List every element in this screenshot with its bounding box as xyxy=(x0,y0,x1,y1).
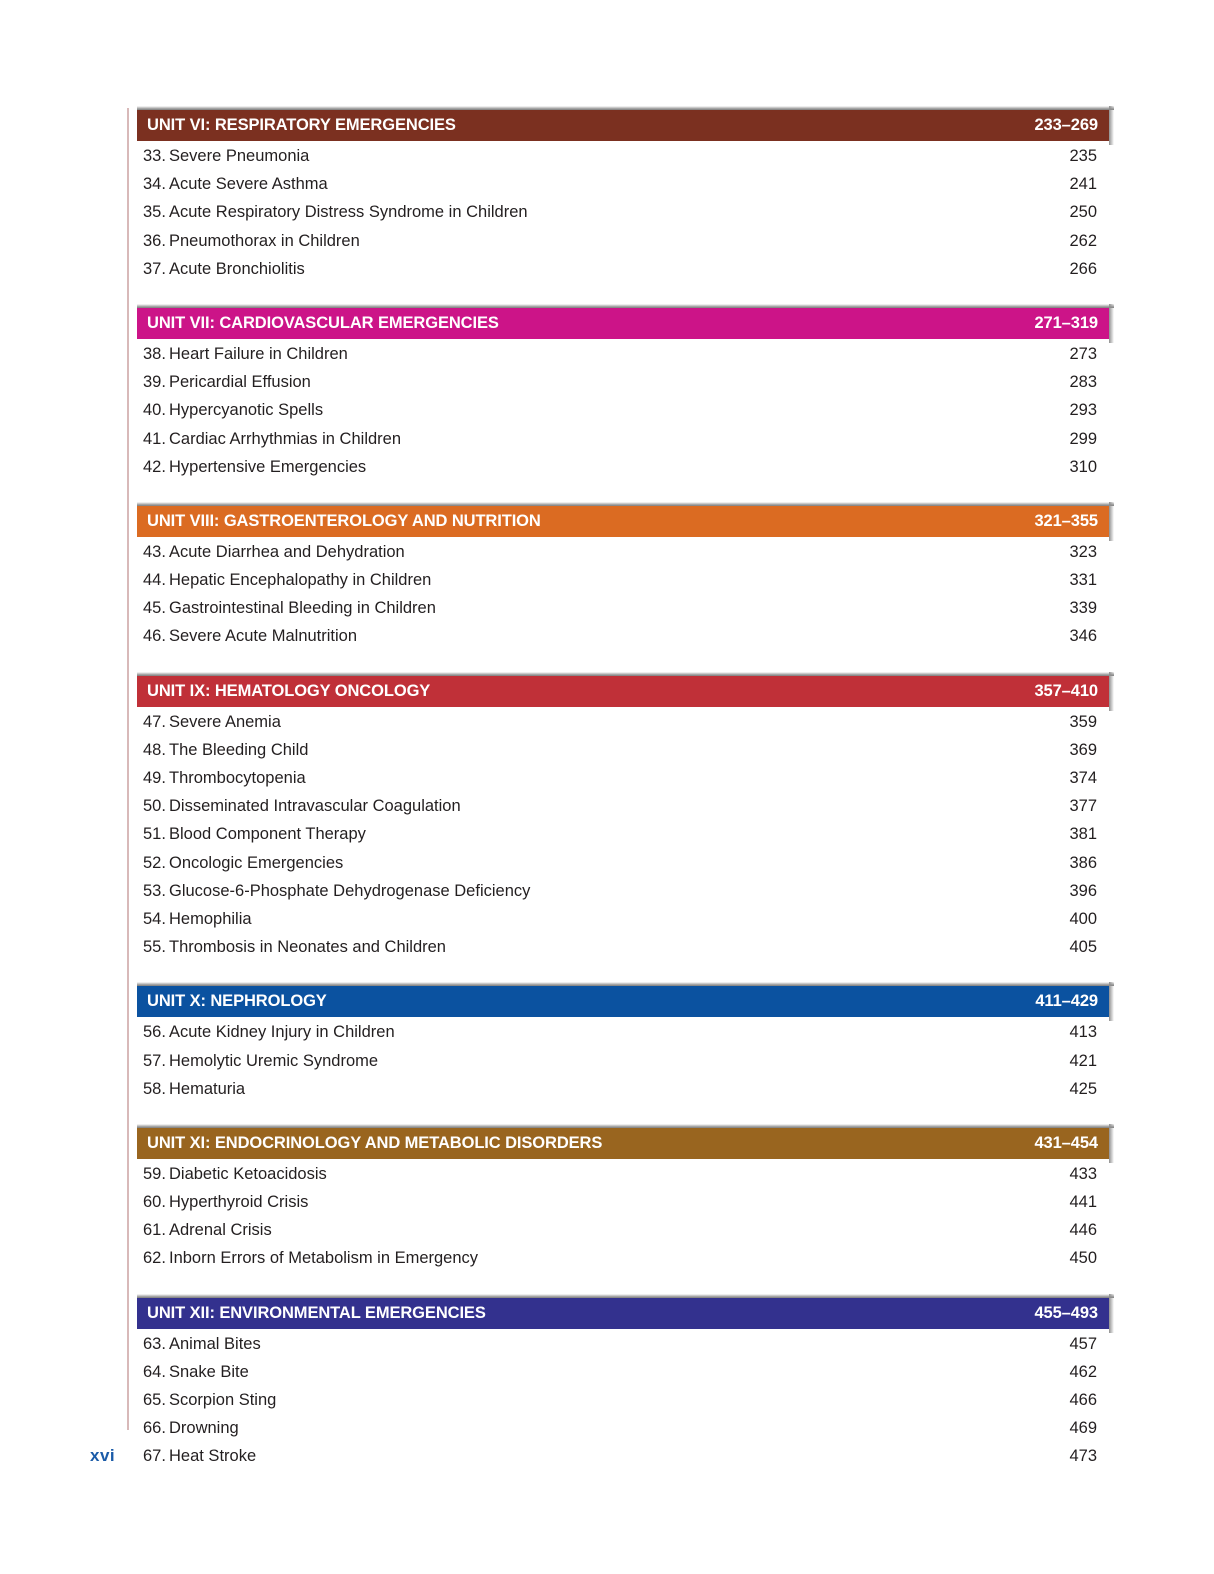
table-of-contents xyxy=(137,110,1109,1476)
unit-block xyxy=(137,676,1109,967)
chapter-entry[interactable] xyxy=(137,1165,1109,1193)
unit-title: UNIT XII: ENVIRONMENTAL EMERGENCIES xyxy=(147,1303,486,1322)
chapter-entry[interactable] xyxy=(137,825,1109,853)
chapter-list xyxy=(137,1023,1109,1108)
chapter-entry[interactable] xyxy=(137,1080,1109,1108)
chapter-label xyxy=(143,1193,308,1212)
chapter-label xyxy=(143,373,311,392)
chapter-title: Pneumothorax in Children xyxy=(169,231,360,250)
chapter-label xyxy=(143,1249,478,1268)
chapter-number: 44. xyxy=(143,571,166,590)
chapter-page-number: 299 xyxy=(1069,429,1097,448)
chapter-number: 47. xyxy=(143,712,166,731)
chapter-label xyxy=(143,713,281,732)
unit-header-bar[interactable] xyxy=(137,986,1109,1017)
chapter-label xyxy=(143,1447,256,1466)
chapter-entry[interactable] xyxy=(137,203,1109,231)
unit-page-range: 455–493 xyxy=(1034,1303,1098,1322)
chapter-title: Scorpion Sting xyxy=(169,1391,277,1409)
chapter-title: Thrombosis in Neonates and Children xyxy=(169,938,446,957)
unit-page-range: 321–355 xyxy=(1034,511,1098,530)
chapter-title: Hemophilia xyxy=(169,909,252,928)
chapter-label xyxy=(143,1023,395,1042)
chapter-number: 55. xyxy=(143,938,166,957)
chapter-label xyxy=(143,458,366,477)
chapter-entry[interactable] xyxy=(137,175,1109,203)
chapter-title: Snake Bite xyxy=(169,1362,249,1381)
chapter-title: Hyperthyroid Crisis xyxy=(169,1193,309,1212)
chapter-label xyxy=(143,401,323,420)
chapter-page-number: 462 xyxy=(1069,1362,1097,1381)
chapter-label xyxy=(143,1221,272,1240)
chapter-number: 67. xyxy=(143,1447,166,1466)
chapter-label xyxy=(143,345,348,364)
unit-header[interactable] xyxy=(137,308,1109,339)
chapter-number: 66. xyxy=(143,1419,166,1438)
chapter-number: 40. xyxy=(143,401,166,420)
unit-block xyxy=(137,1298,1109,1476)
chapter-page-number: 262 xyxy=(1069,231,1097,250)
chapter-page-number: 293 xyxy=(1069,401,1097,420)
chapter-label xyxy=(143,769,306,788)
chapter-number: 58. xyxy=(143,1079,166,1098)
chapter-number: 63. xyxy=(143,1334,166,1353)
chapter-title: Oncologic Emergencies xyxy=(169,853,344,872)
chapter-entry[interactable] xyxy=(137,713,1109,741)
chapter-number: 53. xyxy=(143,881,166,900)
unit-block xyxy=(137,308,1109,486)
chapter-entry[interactable] xyxy=(137,458,1109,486)
unit-page-range: 233–269 xyxy=(1034,116,1098,134)
chapter-number: 50. xyxy=(143,797,166,816)
chapter-number: 43. xyxy=(143,542,166,561)
unit-page-range: 271–319 xyxy=(1034,313,1098,332)
chapter-page-number: 323 xyxy=(1069,542,1097,561)
chapter-entry[interactable] xyxy=(137,1249,1109,1277)
chapter-title: The Bleeding Child xyxy=(169,740,309,759)
chapter-page-number: 283 xyxy=(1069,373,1097,392)
unit-header-bar[interactable] xyxy=(137,506,1109,537)
chapter-page-number: 450 xyxy=(1069,1249,1097,1268)
chapter-page-number: 331 xyxy=(1069,571,1097,590)
chapter-entry[interactable] xyxy=(137,543,1109,571)
chapter-entry[interactable] xyxy=(137,1023,1109,1051)
chapter-label xyxy=(143,1052,378,1071)
chapter-title: Pericardial Effusion xyxy=(169,373,311,392)
unit-page-range: 431–454 xyxy=(1034,1133,1098,1152)
chapter-list xyxy=(137,147,1109,288)
chapter-label xyxy=(143,1363,249,1382)
chapter-number: 65. xyxy=(143,1391,166,1409)
chapter-page-number: 425 xyxy=(1069,1079,1097,1098)
chapter-page-number: 469 xyxy=(1069,1419,1097,1438)
chapter-number: 33. xyxy=(143,147,166,165)
chapter-number: 34. xyxy=(143,175,166,194)
chapter-entry[interactable] xyxy=(137,938,1109,966)
chapter-number: 51. xyxy=(143,825,166,844)
chapter-page-number: 374 xyxy=(1069,769,1097,787)
chapter-entry[interactable] xyxy=(137,1447,1109,1475)
chapter-page-number: 433 xyxy=(1069,1164,1097,1183)
chapter-number: 35. xyxy=(143,203,166,222)
chapter-number: 42. xyxy=(143,457,166,476)
chapter-page-number: 359 xyxy=(1069,712,1097,731)
chapter-entry[interactable] xyxy=(137,882,1109,910)
chapter-title: Hepatic Encephalopathy in Children xyxy=(169,571,432,590)
chapter-number: 57. xyxy=(143,1051,166,1070)
chapter-title: Severe Anemia xyxy=(169,712,281,731)
chapter-label xyxy=(143,854,343,873)
unit-header[interactable] xyxy=(137,676,1109,707)
chapter-number: 36. xyxy=(143,231,166,250)
chapter-entry[interactable] xyxy=(137,401,1109,429)
chapter-page-number: 346 xyxy=(1069,627,1097,646)
unit-header-bar[interactable] xyxy=(137,1298,1109,1329)
chapter-entry[interactable] xyxy=(137,627,1109,655)
chapter-page-number: 413 xyxy=(1069,1023,1097,1042)
chapter-page-number: 339 xyxy=(1069,599,1097,618)
chapter-title: Hypercyanotic Spells xyxy=(169,401,324,420)
chapter-page-number: 386 xyxy=(1069,853,1097,872)
chapter-number: 48. xyxy=(143,740,166,759)
chapter-label xyxy=(143,882,530,901)
chapter-list xyxy=(137,345,1109,486)
chapter-label xyxy=(143,430,401,449)
chapter-entry[interactable] xyxy=(137,147,1109,175)
chapter-page-number: 446 xyxy=(1069,1221,1097,1240)
chapter-page-number: 250 xyxy=(1069,203,1097,222)
chapter-title: Hemolytic Uremic Syndrome xyxy=(169,1051,379,1070)
unit-title: UNIT IX: HEMATOLOGY ONCOLOGY xyxy=(147,681,431,700)
unit-block xyxy=(137,1128,1109,1278)
chapter-title: Thrombocytopenia xyxy=(169,769,306,787)
chapter-entry[interactable] xyxy=(137,910,1109,938)
unit-title: UNIT VI: RESPIRATORY EMERGENCIES xyxy=(147,116,456,134)
chapter-page-number: 369 xyxy=(1069,740,1097,759)
chapter-entry[interactable] xyxy=(137,260,1109,288)
chapter-number: 46. xyxy=(143,627,166,646)
chapter-entry[interactable] xyxy=(137,373,1109,401)
unit-page-range: 357–410 xyxy=(1034,681,1098,700)
chapter-number: 64. xyxy=(143,1362,166,1381)
chapter-label xyxy=(143,1419,239,1438)
unit-header-bar[interactable] xyxy=(137,676,1109,707)
chapter-entry[interactable] xyxy=(137,797,1109,825)
chapter-title: Hematuria xyxy=(169,1079,246,1098)
chapter-title: Acute Kidney Injury in Children xyxy=(169,1023,395,1042)
unit-header-bar[interactable] xyxy=(137,110,1109,141)
margin-divider xyxy=(127,108,129,1430)
chapter-entry[interactable] xyxy=(137,599,1109,627)
chapter-number: 59. xyxy=(143,1164,166,1183)
chapter-page-number: 396 xyxy=(1069,881,1097,900)
chapter-label xyxy=(143,175,328,194)
chapter-number: 60. xyxy=(143,1193,166,1212)
chapter-title: Heat Stroke xyxy=(169,1447,257,1466)
chapter-entry[interactable] xyxy=(137,1221,1109,1249)
chapter-label xyxy=(143,232,360,251)
chapter-entry[interactable] xyxy=(137,430,1109,458)
unit-header[interactable] xyxy=(137,986,1109,1017)
unit-header[interactable] xyxy=(137,1128,1109,1159)
chapter-page-number: 235 xyxy=(1069,147,1097,165)
unit-header-bar[interactable] xyxy=(137,308,1109,339)
chapter-entry[interactable] xyxy=(137,1193,1109,1221)
chapter-page-number: 473 xyxy=(1069,1447,1097,1466)
chapter-number: 37. xyxy=(143,259,166,278)
chapter-page-number: 405 xyxy=(1069,938,1097,957)
unit-block xyxy=(137,110,1109,288)
chapter-entry[interactable] xyxy=(137,571,1109,599)
chapter-title: Acute Bronchiolitis xyxy=(169,259,305,278)
unit-title: UNIT VIII: GASTROENTEROLOGY AND NUTRITION xyxy=(147,511,541,530)
chapter-title: Heart Failure in Children xyxy=(169,344,348,363)
chapter-label xyxy=(143,825,366,844)
chapter-page-number: 273 xyxy=(1069,344,1097,363)
unit-block xyxy=(137,506,1109,656)
chapter-number: 62. xyxy=(143,1249,166,1268)
chapter-entry[interactable] xyxy=(137,1391,1109,1419)
chapter-page-number: 310 xyxy=(1069,457,1097,476)
chapter-list xyxy=(137,543,1109,656)
chapter-number: 52. xyxy=(143,853,166,872)
chapter-entry[interactable] xyxy=(137,741,1109,769)
chapter-page-number: 457 xyxy=(1069,1334,1097,1353)
chapter-title: Severe Pneumonia xyxy=(169,147,310,165)
chapter-title: Adrenal Crisis xyxy=(169,1221,272,1240)
chapter-entry[interactable] xyxy=(137,1335,1109,1363)
chapter-label xyxy=(143,1391,276,1410)
chapter-list xyxy=(137,1165,1109,1278)
chapter-title: Diabetic Ketoacidosis xyxy=(169,1164,327,1183)
chapter-title: Severe Acute Malnutrition xyxy=(169,627,358,646)
chapter-title: Acute Severe Asthma xyxy=(169,175,328,194)
chapter-label xyxy=(143,260,305,279)
chapter-title: Drowning xyxy=(169,1419,239,1438)
chapter-label xyxy=(143,1165,327,1184)
chapter-page-number: 421 xyxy=(1069,1051,1097,1070)
chapter-number: 45. xyxy=(143,599,166,618)
page-number: xvi xyxy=(90,1446,116,1465)
chapter-number: 54. xyxy=(143,909,166,928)
unit-title: UNIT VII: CARDIOVASCULAR EMERGENCIES xyxy=(147,313,499,332)
chapter-label xyxy=(143,1080,245,1099)
unit-header[interactable] xyxy=(137,1298,1109,1329)
chapter-page-number: 241 xyxy=(1069,175,1097,194)
chapter-page-number: 377 xyxy=(1069,797,1097,816)
unit-title: UNIT XI: ENDOCRINOLOGY AND METABOLIC DISORDERS xyxy=(147,1133,603,1152)
chapter-entry[interactable] xyxy=(137,232,1109,260)
chapter-page-number: 441 xyxy=(1069,1193,1097,1212)
chapter-list xyxy=(137,713,1109,967)
chapter-number: 56. xyxy=(143,1023,166,1042)
chapter-label xyxy=(143,910,252,929)
chapter-page-number: 266 xyxy=(1069,259,1097,278)
unit-block xyxy=(137,986,1109,1108)
unit-page-range: 411–429 xyxy=(1035,992,1098,1011)
chapter-title: Acute Diarrhea and Dehydration xyxy=(169,542,405,561)
chapter-entry[interactable] xyxy=(137,854,1109,882)
chapter-number: 41. xyxy=(143,429,166,448)
unit-title: UNIT X: NEPHROLOGY xyxy=(147,992,327,1011)
chapter-title: Inborn Errors of Metabolism in Emergency xyxy=(169,1249,479,1268)
chapter-title: Gastrointestinal Bleeding in Children xyxy=(169,599,436,618)
chapter-label xyxy=(143,1335,261,1354)
chapter-label xyxy=(143,571,431,590)
chapter-label xyxy=(143,741,308,760)
chapter-title: Blood Component Therapy xyxy=(169,825,366,844)
chapter-title: Glucose-6-Phosphate Dehydrogenase Deficiency xyxy=(169,881,531,900)
chapter-title: Hypertensive Emergencies xyxy=(169,457,367,476)
chapter-entry[interactable] xyxy=(137,1419,1109,1447)
chapter-title: Cardiac Arrhythmias in Children xyxy=(169,429,402,448)
unit-header[interactable] xyxy=(137,110,1109,141)
chapter-label xyxy=(143,543,405,562)
chapter-title: Animal Bites xyxy=(169,1334,261,1353)
chapter-label xyxy=(143,938,446,957)
chapter-entry[interactable] xyxy=(137,1052,1109,1080)
chapter-number: 39. xyxy=(143,373,166,392)
chapter-label xyxy=(143,797,461,816)
chapter-number: 38. xyxy=(143,344,166,363)
chapter-number: 49. xyxy=(143,769,166,787)
chapter-title: Disseminated Intravascular Coagulation xyxy=(169,797,461,816)
chapter-page-number: 466 xyxy=(1069,1391,1097,1409)
chapter-number: 61. xyxy=(143,1221,166,1240)
chapter-entry[interactable] xyxy=(137,769,1109,797)
unit-header[interactable] xyxy=(137,506,1109,537)
chapter-label xyxy=(143,627,357,646)
chapter-page-number: 400 xyxy=(1069,909,1097,928)
chapter-label xyxy=(143,203,528,222)
chapter-entry[interactable] xyxy=(137,1363,1109,1391)
chapter-list xyxy=(137,1335,1109,1476)
chapter-entry[interactable] xyxy=(137,345,1109,373)
chapter-title: Acute Respiratory Distress Syndrome in Children xyxy=(169,203,528,222)
chapter-page-number: 381 xyxy=(1069,825,1097,844)
unit-header-bar[interactable] xyxy=(137,1128,1109,1159)
chapter-label xyxy=(143,599,436,618)
chapter-label xyxy=(143,147,309,166)
